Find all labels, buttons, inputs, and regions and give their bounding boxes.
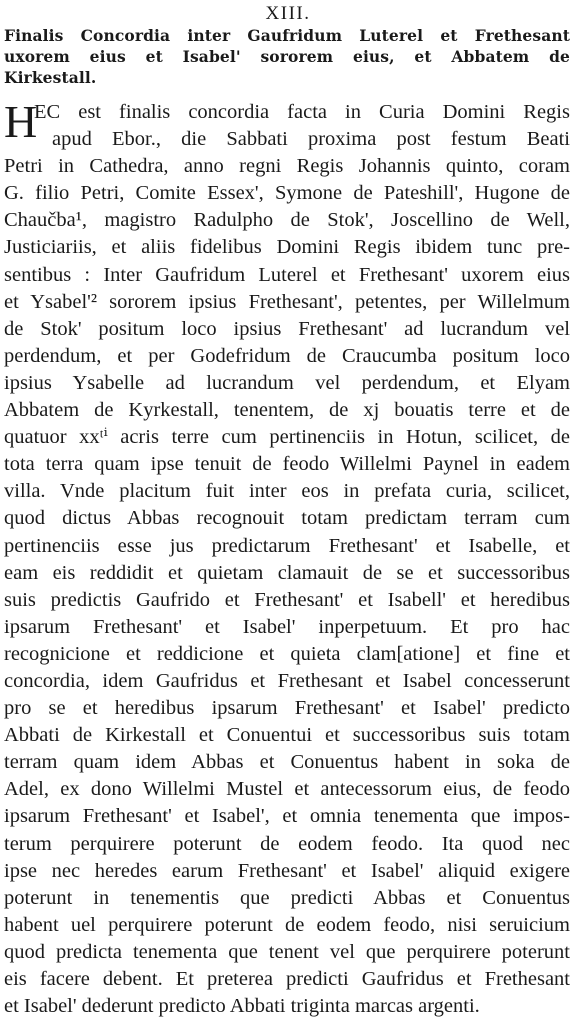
body-line: apud Ebor., die Sabbati proxima post festum Beati xyxy=(52,128,570,151)
body-line: Justiciariis, et aliis fidelibus Domini Regis ibidem tunc pre- xyxy=(4,236,570,259)
body-line: perdendum, et per Godefridum de Craucumba positum loco xyxy=(4,344,570,367)
body-line: eam eis reddidit et quietam clamauit de se et successoribus xyxy=(4,561,570,584)
body-line: ipsarum Frethesant' et Isabel' inperpetuum. Et pro hac xyxy=(4,615,570,638)
body-line: habent uel perquirere poterunt de eodem feodo, nisi seruicium xyxy=(4,913,570,936)
body-line: terram quam idem Abbas et Conuentus habent in soka de xyxy=(4,751,570,774)
body-line: EC est finalis concordia facta in Curia Domini Regis xyxy=(34,101,570,123)
body-line: concordia, idem Gaufridus et Frethesant et Isabel concesserunt xyxy=(4,669,570,692)
body-line: Adel, ex dono Willelmi Mustel et antecessorum eius, de feodo xyxy=(4,778,570,801)
body-line: ipsius Ysabelle ad lucrandum vel perdendum, et Elyam xyxy=(4,371,570,394)
body-line: quod dictus Abbas recognouit totam predictam terram cum xyxy=(4,507,570,530)
body-line: terum perquirere poterunt de eodem feodo. Ita quod nec xyxy=(4,832,570,855)
body-line: de Stok' positum loco ipsius Frethesant' ad lucrandum vel xyxy=(4,317,570,340)
body-line: eis facere debent. Et preterea predicti Gaufridus et Frethesant xyxy=(4,968,570,990)
body-line: Petri in Cathedra, anno regni Regis Johannis quinto, coram xyxy=(4,155,570,178)
body-line: et Isabel' dederunt predicto Abbati triginta marcas argenti. xyxy=(4,995,480,1018)
body-line: ipse nec heredes earum Frethesant' et Isabel' aliquid exigere xyxy=(4,859,570,882)
body-line: ipsarum Frethesant' et Isabel', et omnia tenementa que impos- xyxy=(4,805,570,828)
document-heading xyxy=(4,25,570,88)
body-line: poterunt in tenementis que predicti Abbas et Conuentus xyxy=(4,886,570,909)
drop-cap: H xyxy=(4,96,38,147)
heading-line: uxorem eius et Isabel' sororem eius, et Abbatem de xyxy=(4,47,570,66)
body-line: pro se et heredibus ipsarum Frethesant' et Isabel' predicto xyxy=(4,697,570,720)
chapter-number: XIII. xyxy=(265,3,311,24)
body-line: tota terra quam ipse tenuit de feodo Willelmi Paynel in eadem xyxy=(4,453,570,476)
body-line: et Ysabel'² sororem ipsius Frethesant', petentes, per Willelmum xyxy=(4,290,570,313)
body-line: quatuor xxᵗⁱ acris terre cum pertinenciis in Hotun, scilicet, de xyxy=(4,426,570,449)
body-lines xyxy=(4,153,570,1020)
body-line: Abbatem de Kyrkestall, tenentem, de xj bouatis terre et de xyxy=(4,399,570,422)
body-line: villa. Vnde placitum fuit inter eos in prefata curia, scilicet, xyxy=(4,480,570,503)
body-line: Abbati de Kirkestall et Conuentui et successoribus suis totam xyxy=(4,724,570,747)
body-line: recognicione et reddicione et quieta clam[atione] et fine et xyxy=(4,642,570,665)
body-line: quod predicta tenementa que tenent vel que perquirere poterunt xyxy=(4,940,570,963)
heading-line: Kirkestall. xyxy=(4,68,97,87)
body-line: sentibus : Inter Gaufridum Luterel et Frethesant' uxorem eius xyxy=(4,263,570,286)
body-text xyxy=(4,96,570,1020)
heading-line: Finalis Concordia inter Gaufridum Luterel et Frethesant xyxy=(4,26,570,45)
body-line: pertinenciis esse jus predictarum Frethesant' et Isabelle, et xyxy=(4,534,570,557)
body-line: suis predictis Gaufrido et Frethesant' et Isabell' et heredibus xyxy=(4,588,570,611)
body-line: G. filio Petri, Comite Essex', Symone de Pateshill', Hugone de xyxy=(4,182,570,205)
body-line: Chaučba¹, magistro Radulpho de Stok', Joscellino de Well, xyxy=(4,209,570,232)
